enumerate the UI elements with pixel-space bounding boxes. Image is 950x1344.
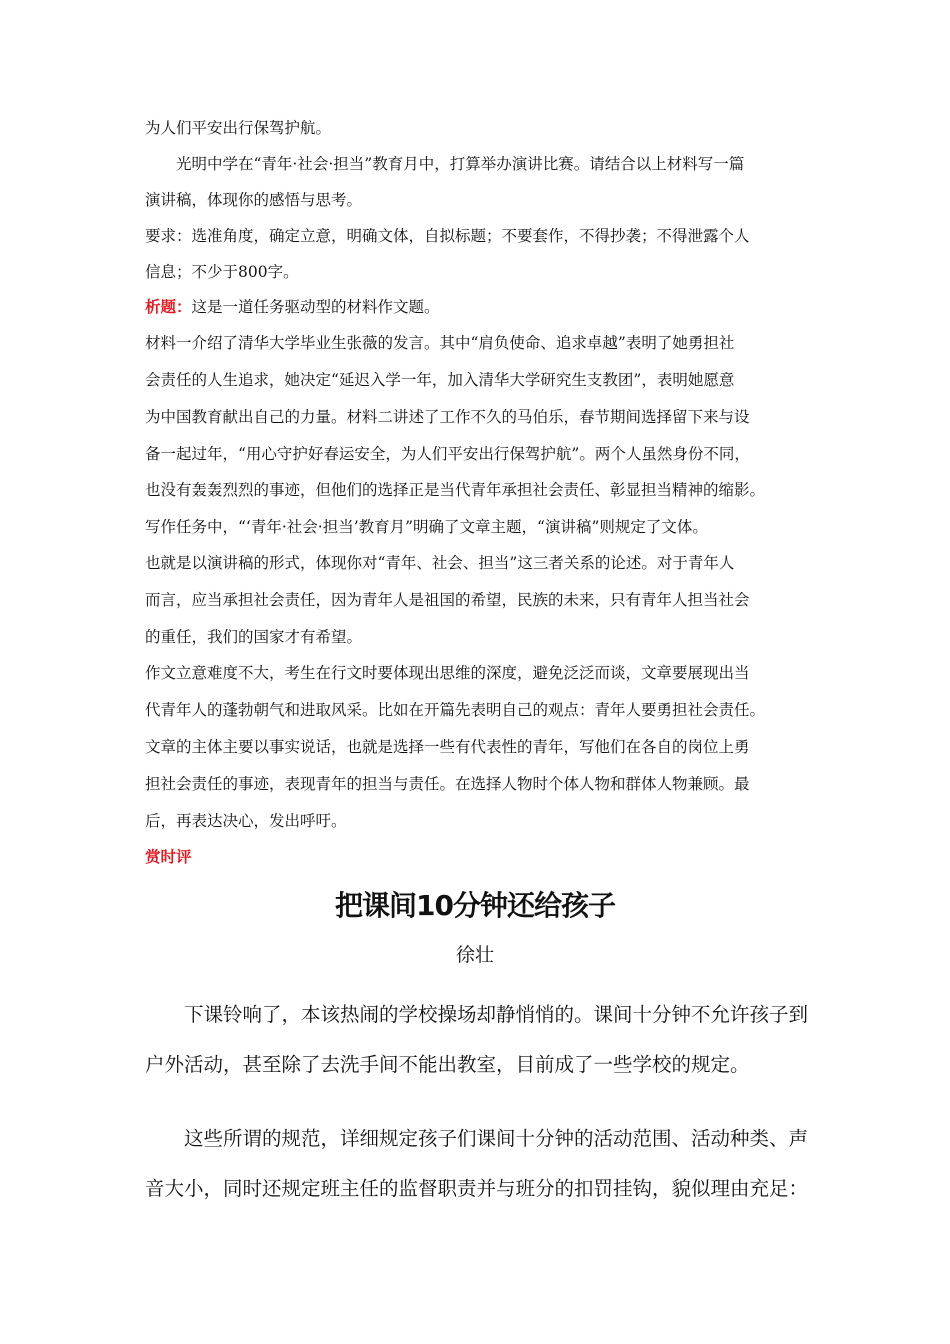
article-author: 徐壮 (455, 944, 494, 966)
requirements-line: 信息；不少于800字。 (145, 263, 299, 281)
intro-line: 为人们平安出行保驾护航。 (145, 119, 332, 137)
analysis-line: 为中国教育献出自己的力量。材料二讲述了工作不久的马伯乐，春节期间选择留下来与设 (145, 408, 750, 426)
analysis-heading (145, 297, 440, 317)
analysis-line: 而言，应当承担社会责任，因为青年人是祖国的希望，民族的未来，只有青年人担当社会 (145, 591, 750, 609)
analysis-label: 析题： (145, 298, 192, 316)
analysis-line: 的重任，我们的国家才有希望。 (145, 628, 363, 646)
analysis-line: 备一起过年，“用心守护好春运安全，为人们平安出行保驾护航”。两个人虽然身份不同， (145, 445, 750, 463)
article-line: 下课铃响了，本该热闹的学校操场却静悄悄的。课间十分钟不允许孩子到 (145, 1003, 809, 1026)
analysis-line: 也就是以演讲稿的形式，体现你对“青年、社会、担当”这三者关系的论述。对于青年人 (145, 554, 735, 572)
analysis-line: 后，再表达决心，发出呼吁。 (145, 812, 347, 830)
intro-line: 演讲稿，体现你的感悟与思考。 (145, 191, 363, 209)
analysis-first: 这是一道任务驱动型的材料作文题。 (191, 298, 440, 316)
intro-line: 光明中学在“青年·社会·担当”教育月中，打算举办演讲比赛。请结合以上材料写一篇 (145, 155, 745, 173)
requirements-line: 要求：选准角度，确定立意，明确文体，自拟标题；不要套作，不得抄袭；不得泄露个人 (145, 227, 750, 245)
analysis-line: 写作任务中，“‘青年·社会·担当’教育月”明确了文章主题，“演讲稿”则规定了文体。 (145, 518, 708, 536)
article-line: 音大小，同时还规定班主任的监督职责并与班分的扣罚挂钩，貌似理由充足： (145, 1177, 809, 1200)
analysis-line: 也没有轰轰烈烈的事迹，但他们的选择正是当代青年承担社会责任、彰显担当精神的缩影。 (145, 481, 766, 499)
article-line: 户外活动，甚至除了去洗手间不能出教室，目前成了一些学校的规定。 (145, 1053, 750, 1076)
analysis-line: 担社会责任的事迹，表现青年的担当与责任。在选择人物时个体人物和群体人物兼顾。最 (145, 775, 750, 793)
article-title: 把课间10分钟还给孩子 (335, 889, 615, 922)
analysis-line: 作文立意难度不大，考生在行文时要体现出思维的深度，避免泛泛而谈，文章要展现出当 (145, 664, 750, 682)
analysis-line: 文章的主体主要以事实说话，也就是选择一些有代表性的青年，写他们在各自的岗位上勇 (145, 738, 750, 756)
analysis-line: 材料一介绍了清华大学毕业生张薇的发言。其中“肩负使命、追求卓越”表明了她勇担社 (145, 334, 735, 352)
analysis-line: 会责任的人生追求，她决定“延迟入学一年，加入清华大学研究生支教团”，表明她愿意 (145, 371, 735, 389)
analysis-line: 代青年人的蓬勃朝气和进取风采。比如在开篇先表明自己的观点：青年人要勇担社会责任。 (145, 701, 766, 719)
section-label: 赏时评 (145, 848, 192, 866)
article-line: 这些所谓的规范，详细规定孩子们课间十分钟的活动范围、活动种类、声 (145, 1127, 809, 1150)
